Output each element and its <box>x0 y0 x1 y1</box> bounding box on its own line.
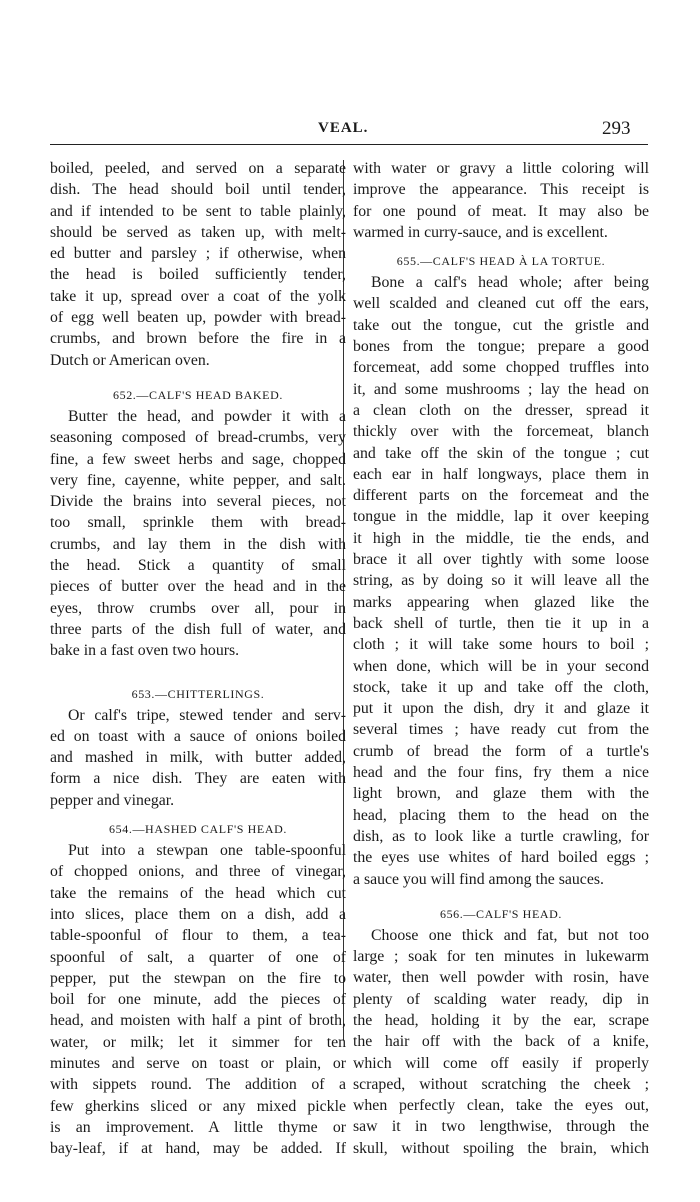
text-line: bay-leaf, if at hand, may be added. If <box>50 1140 346 1158</box>
text-line: few gherkins sliced or any mixed pickle <box>50 1097 346 1115</box>
text-line: pieces of butter over the head and in the <box>50 578 346 596</box>
text-line: it high in the middle, tie the ends, and <box>353 529 649 547</box>
text-line: put it upon the dish, dry it and glaze it <box>353 700 649 718</box>
text-line: well scalded and cleaned cut off the ears, <box>353 295 649 313</box>
text-line: take out the tongue, cut the gristle and <box>353 316 649 334</box>
running-head <box>0 118 700 142</box>
continued-paragraph <box>353 158 649 243</box>
text-line: head, and moisten with half a pint of broth, <box>50 1012 346 1030</box>
text-line: improve the appearance. This receipt is <box>353 181 649 199</box>
text-line: plenty of scalding water ready, dip in <box>353 990 649 1008</box>
text-line: scraped, without scratching the cheek ; <box>353 1075 649 1093</box>
text-line: Or calf's tripe, stewed tender and serv- <box>68 706 346 724</box>
text-line: into slices, place them on a dish, add a <box>50 905 346 923</box>
text-line: seasoning composed of bread-crumbs, very <box>50 429 346 447</box>
continued-paragraph <box>50 158 346 371</box>
text-line: the head. Stick a quantity of small <box>50 557 346 575</box>
text-line: table-spoonful of flour to them, a tea- <box>50 927 346 945</box>
page-number: 293 <box>602 118 631 139</box>
text-line: and take off the skin of the tongue ; cut <box>353 444 649 462</box>
recipe-heading: 656.—CALF'S HEAD. <box>439 906 563 921</box>
text-line: the hair off with the back of a knife, <box>353 1033 649 1051</box>
text-line: Divide the brains into several pieces, not <box>50 493 346 511</box>
right-column <box>353 158 649 1159</box>
text-line: three parts of the dish full of water, and <box>50 620 346 638</box>
recipe-656 <box>353 904 649 1159</box>
text-line: fine, a few sweet herbs and sage, chopped <box>50 450 346 468</box>
text-line: bones from the tongue; prepare a good <box>353 338 649 356</box>
recipe-655 <box>353 251 649 890</box>
text-line: boiled, peeled, and served on a separate <box>50 160 346 177</box>
text-line: it, and some mushrooms ; lay the head on <box>353 380 649 398</box>
text-line: thickly over with the forcemeat, blanch <box>353 423 649 441</box>
text-line: bake in a fast oven two hours. <box>50 642 240 660</box>
running-title: VEAL. <box>318 120 369 136</box>
header-rule <box>50 144 648 145</box>
text-line: cloth ; it will take some hours to boil ; <box>353 636 649 654</box>
text-line: spoonful of salt, a quarter of one of <box>50 948 346 966</box>
text-line: crumb of bread the form of a turtle's <box>353 742 649 760</box>
text-line: crumbs, and lay them in the dish with <box>50 535 346 553</box>
text-line: light brown, and glaze them with the <box>353 785 649 803</box>
text-line: the head, holding it by the ear, scrape <box>353 1011 649 1029</box>
text-line: crumbs, and brown before the fire in a <box>50 330 346 348</box>
text-line: take it up, spread over a coat of the yolk <box>50 287 346 305</box>
text-line: for one pound of meat. It may also be <box>353 202 649 220</box>
text-line: and mashed in milk, with butter added, <box>50 749 346 767</box>
left-column <box>50 158 346 1159</box>
text-line: back shell of turtle, then tie it up in a <box>353 614 649 632</box>
text-line: with water or gravy a little coloring will <box>353 160 649 177</box>
text-line: different parts on the forcemeat and the <box>353 487 649 505</box>
text-line: boil for one minute, add the pieces of <box>50 991 346 1009</box>
text-line: with sippets round. The addition of a <box>50 1076 346 1094</box>
text-line: dish, as to look like a turtle crawling, for <box>353 827 649 845</box>
text-line: stock, take it up and take off the cloth, <box>353 678 649 696</box>
text-line: form a nice dish. They are eaten with <box>50 770 346 788</box>
text-line: of egg well beaten up, powder with bread- <box>50 309 346 327</box>
text-line: large ; soak for ten minutes in lukewarm <box>353 948 649 966</box>
text-line: saw it in two lengthwise, through the <box>353 1118 649 1136</box>
text-line: warmed in curry-sauce, and is excellent. <box>353 223 608 241</box>
text-line: Choose one thick and fat, but not too <box>371 926 649 944</box>
text-line: head, placing them to the head on the <box>353 806 649 824</box>
text-line: of chopped onions, and three of vinegar, <box>50 863 346 881</box>
recipe-heading: 655.—CALF'S HEAD À LA TORTUE. <box>396 254 606 269</box>
text-line: water, then well powder with rosin, have <box>353 969 649 987</box>
text-line: pepper, put the stewpan on the fire to <box>50 969 346 987</box>
recipe-heading: 654.—HASHED CALF'S HEAD. <box>109 822 287 837</box>
recipe-653 <box>50 684 346 811</box>
text-line: several times ; have ready cut from the <box>353 721 649 739</box>
text-line: the head is boiled sufficiently tender, <box>50 266 346 284</box>
text-line: pepper and vinegar. <box>50 791 175 809</box>
text-line: ed butter and parsley ; if otherwise, when <box>50 245 346 263</box>
text-line: take the remains of the head which cut <box>50 884 346 902</box>
text-line: ed on toast with a sauce of onions boiled <box>50 727 346 745</box>
text-line: marks appearing when glazed like the <box>353 593 649 611</box>
text-line: head and the four fins, fry them a nice <box>353 764 649 782</box>
text-line: dish. The head should boil until tender, <box>50 181 346 199</box>
text-line: eyes, throw crumbs over all, pour in <box>50 599 346 617</box>
recipe-heading: 652.—CALF'S HEAD BAKED. <box>113 387 283 402</box>
text-line: should be served as taken up, with melt- <box>50 223 346 241</box>
text-line: Bone a calf's head whole; after being <box>371 274 649 292</box>
text-line: too small, sprinkle them with bread- <box>50 514 346 532</box>
text-line: tongue in the middle, lap it over keeping <box>353 508 649 526</box>
text-line: each ear in half longways, place them in <box>353 465 649 483</box>
text-line: is an improvement. A little thyme or <box>50 1118 346 1136</box>
text-line: which will come off easily if properly <box>353 1054 649 1072</box>
recipe-heading: 653.—CHITTERLINGS. <box>131 686 265 701</box>
text-line: brace it all over tightly with some loose <box>353 551 649 569</box>
text-line: water, or milk; let it simmer for ten <box>50 1033 346 1051</box>
text-line: Dutch or American oven. <box>50 351 210 369</box>
recipe-652 <box>50 385 346 662</box>
recipe-654 <box>50 819 346 1159</box>
text-line: minutes and serve on toast or plain, or <box>50 1054 346 1072</box>
text-line: when done, which will be in your second <box>353 657 649 675</box>
text-line: string, as by doing so it will leave all the <box>353 572 649 590</box>
text-line: skull, without spoiling the brain, which <box>353 1139 649 1157</box>
text-line: a sauce you will find among the sauces. <box>353 870 604 888</box>
text-line: very fine, cayenne, white pepper, and salt. <box>50 471 346 489</box>
text-line: the eyes use whites of hard boiled eggs ; <box>353 849 649 867</box>
text-line: Butter the head, and powder it with a <box>68 407 346 425</box>
text-line: when perfectly clean, take the eyes out, <box>353 1097 649 1115</box>
text-line: Put into a stewpan one table-spoonful <box>68 842 346 860</box>
text-line: forcemeat, add some chopped truffles into <box>353 359 649 377</box>
text-line: and if intended to be sent to table plainly, <box>50 202 346 220</box>
text-line: a clean cloth on the dresser, spread it <box>353 401 649 419</box>
